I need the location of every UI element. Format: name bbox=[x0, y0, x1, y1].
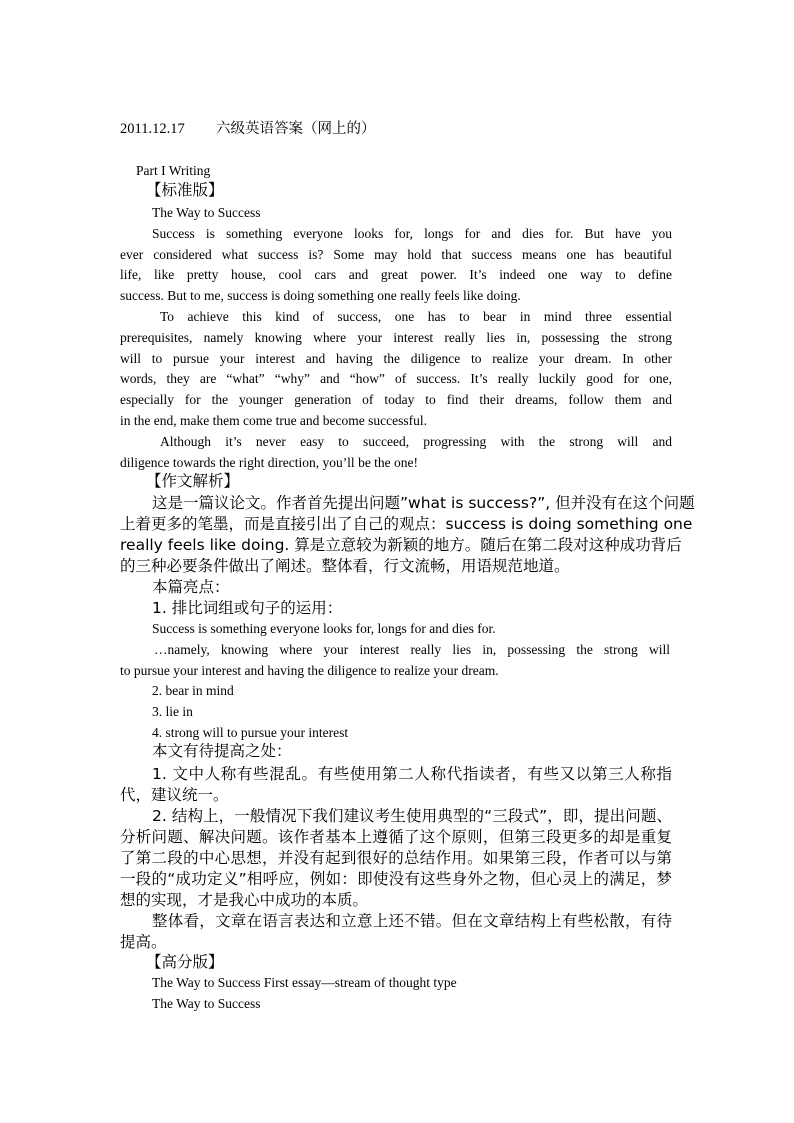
improve-label: 本文有待提高之处： bbox=[152, 742, 292, 760]
paragraph-line: especially for the younger generation of today to find their dreams, follow them and bbox=[120, 392, 672, 407]
improve-line: 2. 结构上，一般情况下我们建议考生使用典型的“三段式”，即，提出问题、 bbox=[152, 807, 672, 825]
improve-line: 一段的“成功定义”相呼应，例如：即使没有这些身外之物，但心灵上的满足，梦 bbox=[120, 870, 672, 888]
standard-label: 【标准版】 bbox=[146, 181, 224, 199]
high-score-line: The Way to Success bbox=[152, 996, 261, 1011]
improve-line: 提高。 bbox=[120, 933, 167, 951]
highlight-item: 2. bear in mind bbox=[152, 683, 234, 698]
analysis-line: 的三种必要条件做出了阐述。整体看，行文流畅，用语规范地道。 bbox=[120, 557, 570, 575]
improve-line: 整体看，文章在语言表达和立意上还不错。但在文章结构上有些松散，有待 bbox=[152, 912, 672, 930]
improve-line: 了第二段的中心思想，并没有起到很好的总结作用。如果第三段，作者可以与第 bbox=[120, 849, 672, 867]
highlight-item: 1. 排比词组或句子的运用： bbox=[152, 599, 343, 617]
header-date: 2011.12.17 bbox=[120, 121, 185, 137]
paragraph-line: success. But to me, success is doing something one really feels like doing. bbox=[120, 288, 521, 303]
analysis-label: 【作文解析】 bbox=[146, 472, 240, 490]
analysis-line: really feels like doing. 算是立意较为新颖的地方。随后在第二段对这种成功背后 bbox=[120, 536, 682, 554]
paragraph-line: words, they are “what” “why” and “how” of success. It’s really luckily good for one, bbox=[120, 371, 672, 386]
analysis-line: 这是一篇议论文。作者首先提出问题”what is success?”, 但并没有在这个问题 bbox=[152, 494, 695, 512]
paragraph-line: Success is something everyone looks for, longs for and dies for. But have you bbox=[152, 226, 672, 241]
header-title: 六级英语答案（网上的） bbox=[216, 121, 376, 137]
paragraph-line: in the end, make them come true and become successful. bbox=[120, 413, 428, 428]
high-score-line: The Way to Success First essay—stream of thought type bbox=[152, 975, 457, 990]
paragraph-line: life, like pretty house, cool cars and great power. It’s indeed one way to define bbox=[120, 267, 672, 282]
example-line: Success is something everyone looks for, longs for and dies for. bbox=[152, 621, 496, 636]
improve-line: 1. 文中人称有些混乱。有些使用第二人称代指读者，有些又以第三人称指 bbox=[152, 765, 672, 783]
high-score-label: 【高分版】 bbox=[146, 953, 224, 971]
analysis-line: 上着更多的笔墨，而是直接引出了自己的观点：success is doing something one bbox=[120, 515, 693, 533]
paragraph-line: Although it’s never easy to succeed, progressing with the strong will and bbox=[160, 434, 672, 449]
paragraph-line: prerequisites, namely knowing where your interest really lies in, possessing the strong bbox=[120, 330, 672, 345]
standard-essay-title: The Way to Success bbox=[152, 205, 261, 220]
paragraph-line: will to pursue your interest and having the diligence to realize your dream. In other bbox=[120, 351, 672, 366]
improve-line: 分析问题、解决问题。该作者基本上遵循了这个原则，但第三段更多的却是重复 bbox=[120, 828, 672, 846]
section-heading: Part I Writing bbox=[136, 163, 211, 178]
paragraph-line: ever considered what success is? Some may hold that success means one has beautiful bbox=[120, 247, 672, 262]
improve-line: 想的实现，才是我心中成功的本质。 bbox=[120, 891, 369, 909]
paragraph-line: To achieve this kind of success, one has to bear in mind three essential bbox=[160, 309, 672, 324]
paragraph-line: diligence towards the right direction, you’ll be the one! bbox=[120, 455, 419, 470]
highlight-item: 4. strong will to pursue your interest bbox=[152, 725, 349, 740]
example-line: …namely, knowing where your interest really lies in, possessing the strong will bbox=[154, 642, 670, 657]
example-line: to pursue your interest and having the diligence to realize your dream. bbox=[120, 663, 499, 678]
highlights-label: 本篇亮点： bbox=[152, 578, 230, 596]
highlight-item: 3. lie in bbox=[152, 704, 193, 719]
improve-line: 代，建议统一。 bbox=[120, 786, 229, 804]
